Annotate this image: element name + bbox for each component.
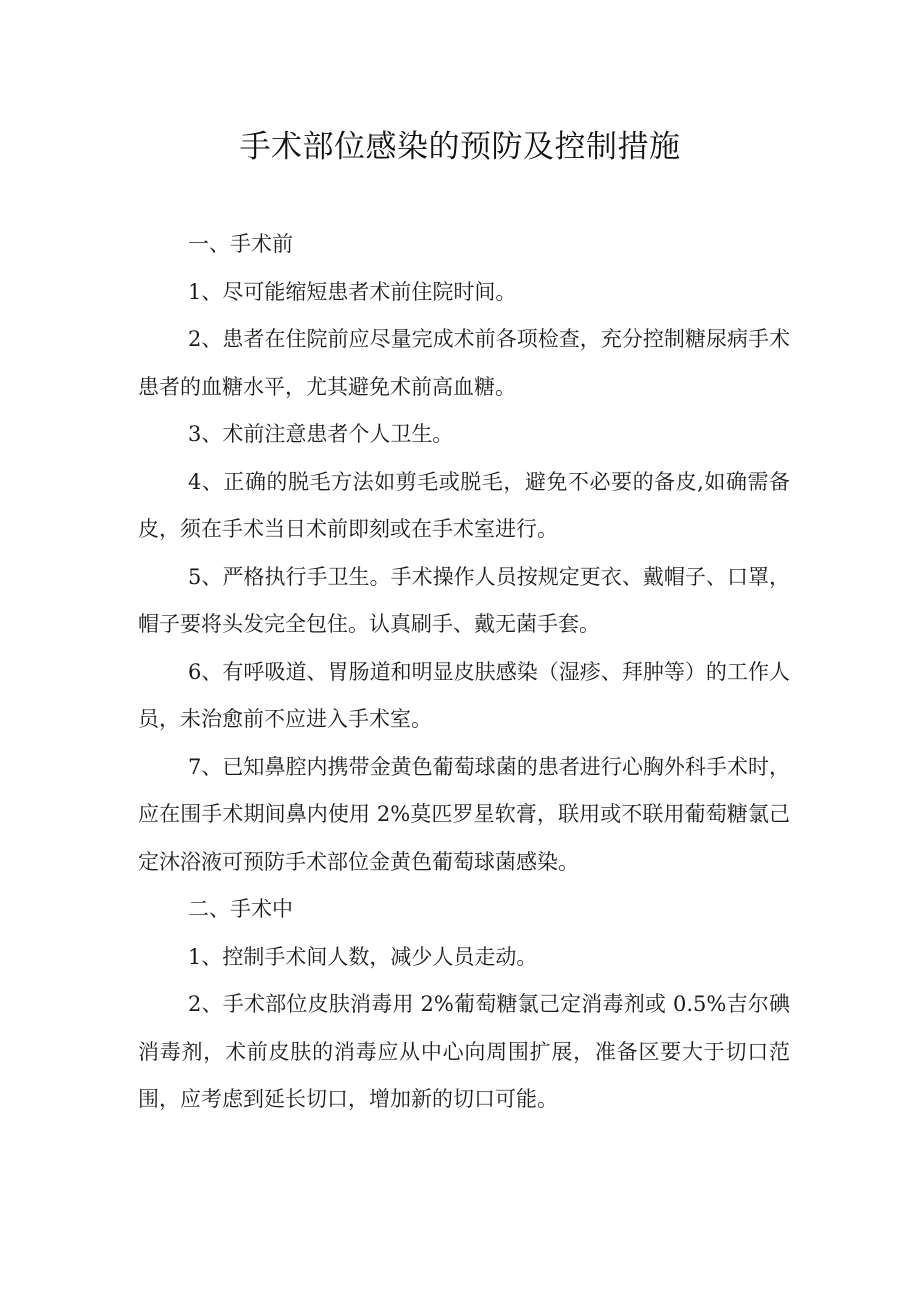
paragraph-preop-3: 3、术前注意患者个人卫生。 [188,422,454,446]
paragraph-preop-7: 7、已知鼻腔内携带金黄色葡萄球菌的患者进行心胸外科手术时，应在围手术期间鼻内使用 2%莫匹罗星软膏，联用或不联用葡萄糖氯己定沐浴液可预防手术部位金黄色葡萄球菌感染。 [138,754,790,874]
paragraph-preop-6: 6、有呼吸道、胃肠道和明显皮肤感染（湿疹、拜肿等）的工作人员，未治愈前不应进入手术室。 [138,659,790,731]
paragraph-preop-5: 5、严格执行手卫生。手术操作人员按规定更衣、戴帽子、口罩，帽子要将头发完全包住。认真刷手、戴无菌手套。 [138,564,790,636]
paragraph-intraop-1: 1、控制手术间人数，减少人员走动。 [188,944,538,969]
section-heading-preop: 一、手术前 [188,232,293,256]
paragraph-intraop-2: 2、手术部位皮肤消毒用 2%葡萄糖氯己定消毒剂或 0.5%吉尔碘消毒剂，术前皮肤的消毒应从中心向周围扩展，准备区要大于切口范围，应考虑到延长切口，增加新的切口可能。 [138,992,790,1111]
document-body [138,221,790,1124]
paragraph-preop-4: 4、正确的脱毛方法如剪毛或脱毛，避免不必要的备皮,如确需备皮，须在手术当日术前即刻或在手术室进行。 [138,469,790,541]
paragraph-preop-1: 1、尽可能缩短患者术前住院时间。 [188,279,517,304]
document-title: 手术部位感染的预防及控制措施 [239,129,681,165]
section-heading-intraop: 二、手术中 [188,897,293,921]
paragraph-preop-2: 2、患者在住院前应尽量完成术前各项检查，充分控制糖尿病手术患者的血糖水平，尤其避免术前高血糖。 [138,327,790,399]
